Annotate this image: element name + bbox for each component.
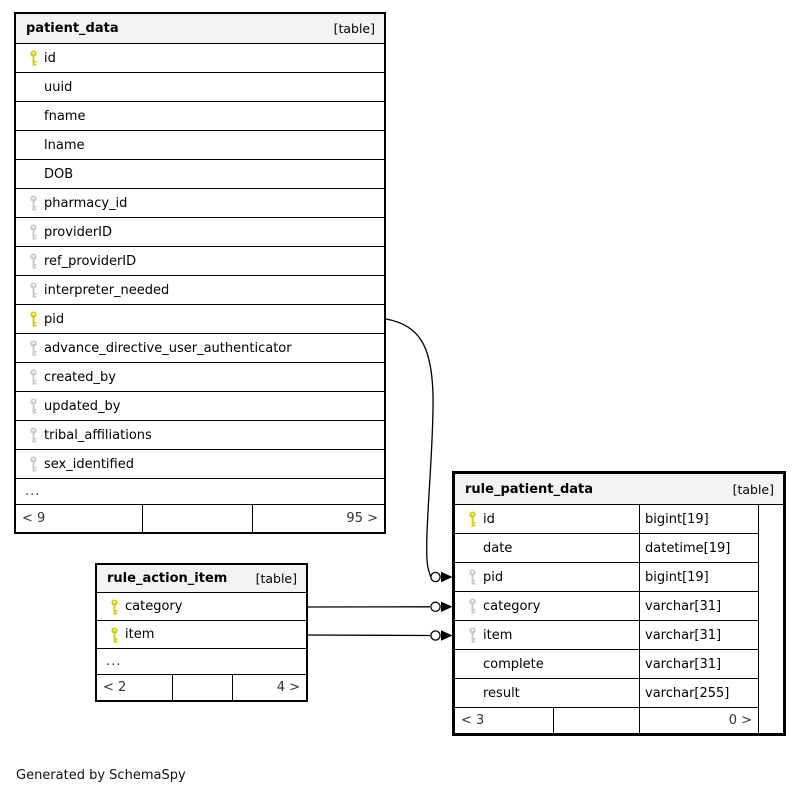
column-type: varchar[255]	[639, 679, 758, 707]
index-key-icon	[22, 282, 44, 298]
column-type: datetime[19]	[639, 534, 758, 562]
table-patient-data	[14, 12, 386, 534]
fk-endpoint-circle-item	[431, 631, 440, 640]
table-footer	[455, 708, 758, 733]
primary-key-icon	[22, 311, 44, 327]
table-title[interactable]: rule_action_item	[107, 571, 228, 586]
column-row	[16, 44, 384, 73]
primary-key-icon	[22, 50, 44, 66]
fk-arrowhead-category	[441, 602, 453, 612]
footer-children-count: < 9	[22, 511, 46, 526]
column-row	[16, 276, 384, 305]
index-key-icon	[461, 627, 483, 643]
fk-line-item	[308, 635, 430, 636]
index-key-icon	[22, 224, 44, 240]
column-name: category	[483, 598, 541, 614]
column-row	[16, 160, 384, 189]
column-name: pharmacy_id	[44, 195, 128, 211]
fk-endpoint-circle-category	[431, 602, 440, 611]
column-name: advance_directive_user_authenticator	[44, 340, 292, 356]
table-type-badge: [table]	[333, 21, 375, 36]
ellipsis-row: ...	[97, 649, 306, 675]
column-row	[16, 189, 384, 218]
primary-key-icon	[461, 511, 483, 527]
footer-middle-cell	[553, 708, 639, 733]
column-name: id	[483, 511, 495, 527]
column-name: interpreter_needed	[44, 282, 170, 298]
table-title[interactable]: patient_data	[26, 21, 119, 36]
table-rows	[97, 593, 306, 649]
ellipsis-row: ...	[16, 479, 384, 505]
trailing-spacer-column	[758, 505, 783, 733]
column-row	[16, 102, 384, 131]
column-row	[16, 247, 384, 276]
column-name: DOB	[44, 166, 74, 182]
column-type: varchar[31]	[639, 621, 758, 649]
column-name: pid	[483, 569, 504, 585]
fk-endpoint-circle-pid	[431, 572, 440, 581]
column-row	[455, 592, 758, 621]
column-row	[16, 131, 384, 160]
column-name: complete	[483, 656, 544, 672]
index-key-icon	[22, 456, 44, 472]
table-type-badge: [table]	[255, 571, 297, 586]
column-row	[16, 363, 384, 392]
table-rows	[455, 505, 758, 708]
index-key-icon	[461, 598, 483, 614]
column-row	[16, 305, 384, 334]
table-header	[16, 14, 384, 44]
fk-line-pid	[386, 319, 433, 577]
column-type: bigint[19]	[639, 505, 758, 533]
column-name: created_by	[44, 369, 116, 385]
primary-key-icon	[103, 599, 125, 615]
table-header	[97, 565, 306, 593]
footer-children-count: < 3	[461, 713, 485, 728]
footer-middle-cell	[172, 675, 232, 700]
primary-key-icon	[103, 627, 125, 643]
column-row	[455, 621, 758, 650]
column-name: lname	[44, 137, 85, 153]
table-footer	[16, 505, 384, 532]
table-rule-patient-data	[452, 471, 786, 736]
table-footer	[97, 675, 306, 700]
footer-middle-cell	[142, 505, 252, 532]
column-name: ref_providerID	[44, 253, 137, 269]
table-header	[455, 474, 783, 505]
column-row	[455, 650, 758, 679]
column-name: providerID	[44, 224, 113, 240]
column-row	[455, 679, 758, 708]
column-name: id	[44, 50, 56, 66]
column-name: date	[483, 540, 513, 556]
column-name: category	[125, 599, 183, 614]
column-name: tribal_affiliations	[44, 427, 152, 443]
index-key-icon	[22, 427, 44, 443]
column-name: pid	[44, 311, 65, 327]
column-name: item	[483, 627, 513, 643]
index-key-icon	[22, 369, 44, 385]
column-row	[16, 218, 384, 247]
table-rows	[16, 44, 384, 479]
column-name: sex_identified	[44, 456, 134, 472]
footer-columns-count: 0 >	[639, 708, 758, 733]
column-row	[16, 392, 384, 421]
column-name: fname	[44, 108, 86, 124]
column-row	[16, 450, 384, 479]
column-name: updated_by	[44, 398, 121, 414]
column-type: varchar[31]	[639, 592, 758, 620]
index-key-icon	[461, 569, 483, 585]
column-row	[97, 621, 306, 649]
index-key-icon	[22, 253, 44, 269]
column-name: result	[483, 685, 520, 701]
table-type-badge: [table]	[732, 481, 774, 497]
column-type: varchar[31]	[639, 650, 758, 678]
column-row	[16, 334, 384, 363]
column-row	[455, 505, 758, 534]
column-row	[16, 73, 384, 102]
table-rule-action-item	[95, 563, 308, 702]
column-row	[16, 421, 384, 450]
column-row	[455, 563, 758, 592]
column-row	[97, 593, 306, 621]
fk-arrowhead-pid	[441, 572, 453, 582]
column-row	[455, 534, 758, 563]
table-title[interactable]: rule_patient_data	[465, 481, 594, 497]
column-type: bigint[19]	[639, 563, 758, 591]
fk-arrowhead-item	[441, 630, 453, 640]
footer-columns-count: 4 >	[232, 675, 306, 700]
column-name: item	[125, 627, 155, 642]
column-name: uuid	[44, 79, 73, 95]
generated-by-note: Generated by SchemaSpy	[16, 768, 186, 783]
footer-columns-count: 95 >	[252, 505, 384, 532]
index-key-icon	[22, 340, 44, 356]
footer-children-count: < 2	[103, 680, 127, 695]
index-key-icon	[22, 398, 44, 414]
index-key-icon	[22, 195, 44, 211]
